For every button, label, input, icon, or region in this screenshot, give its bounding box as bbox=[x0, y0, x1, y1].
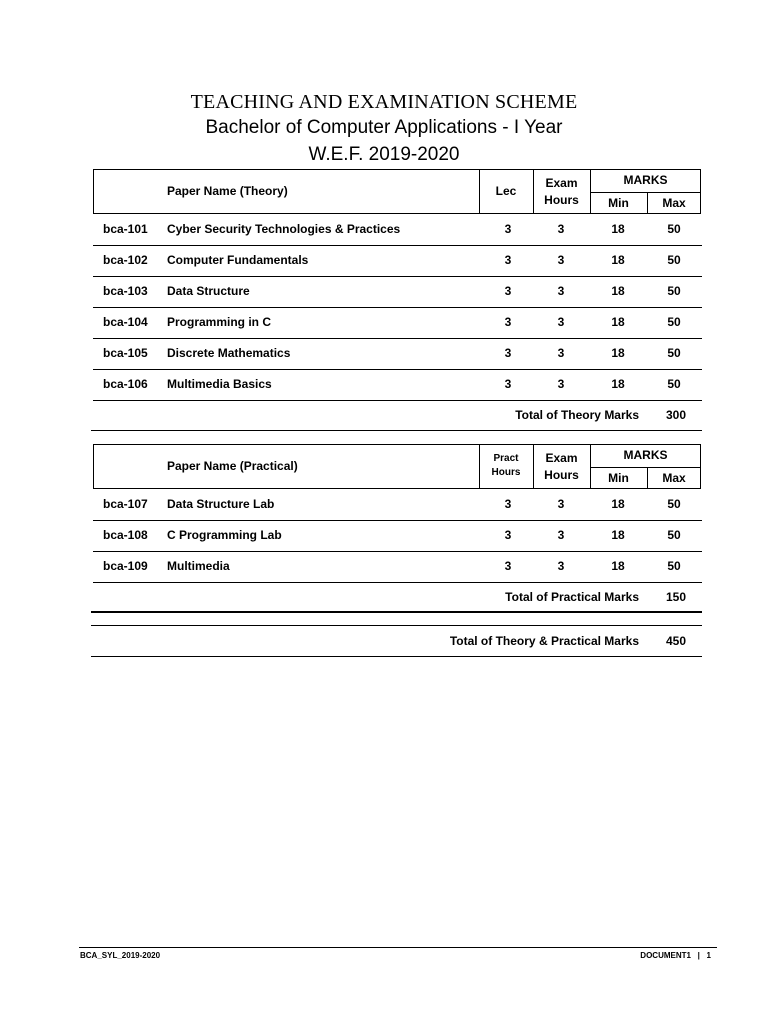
paper-code: bca-106 bbox=[103, 377, 148, 391]
header-pract-line1: Pract bbox=[493, 453, 519, 464]
table-row bbox=[93, 276, 702, 308]
exam-hours: 3 bbox=[557, 315, 565, 329]
table-row bbox=[93, 245, 702, 277]
document-title: TEACHING AND EXAMINATION SCHEME bbox=[190, 91, 578, 113]
lecture-count: 3 bbox=[504, 315, 512, 329]
theory-total-row bbox=[93, 400, 702, 430]
header-paper-name-practical: Paper Name (Practical) bbox=[167, 459, 298, 473]
exam-hours: 3 bbox=[557, 222, 565, 236]
header-max-practical: Max bbox=[662, 471, 686, 485]
header-exam-line2: Hours bbox=[544, 193, 579, 207]
table-row bbox=[93, 489, 702, 521]
exam-hours: 3 bbox=[557, 284, 565, 298]
table-row bbox=[93, 369, 702, 401]
practical-total-row bbox=[93, 582, 702, 612]
paper-name: Multimedia bbox=[167, 559, 230, 573]
exam-hours: 3 bbox=[557, 346, 565, 360]
practical-total-label: Total of Practical Marks bbox=[505, 590, 639, 604]
table-row bbox=[93, 214, 702, 246]
max-marks: 50 bbox=[667, 377, 681, 391]
exam-hours: 3 bbox=[557, 253, 565, 267]
lecture-count: 3 bbox=[504, 222, 512, 236]
lecture-count: 3 bbox=[504, 253, 512, 267]
grand-total-label: Total of Theory & Practical Marks bbox=[449, 634, 639, 648]
header-max: Max bbox=[662, 196, 686, 210]
table-row bbox=[93, 307, 702, 339]
table-row bbox=[93, 520, 702, 552]
header-pract-hours bbox=[479, 452, 533, 480]
paper-name: Data Structure bbox=[167, 284, 250, 298]
max-marks: 50 bbox=[667, 253, 681, 267]
header-exam-line1: Exam bbox=[545, 176, 578, 190]
grand-total-bottom-rule bbox=[91, 656, 702, 657]
header-pract-line2: Hours bbox=[491, 467, 521, 478]
max-marks: 50 bbox=[667, 222, 681, 236]
min-marks: 18 bbox=[611, 346, 625, 360]
paper-name: Data Structure Lab bbox=[167, 497, 275, 511]
table-row bbox=[93, 338, 702, 370]
lecture-count: 3 bbox=[504, 346, 512, 360]
practical-hours: 3 bbox=[504, 559, 512, 573]
header-min-practical: Min bbox=[608, 471, 629, 485]
paper-code: bca-102 bbox=[103, 253, 148, 267]
effective-year: W.E.F. 2019-2020 bbox=[308, 144, 460, 165]
header-exam-line1-practical: Exam bbox=[545, 451, 578, 465]
footer-doc-code: BCA_SYL_2019-2020 bbox=[80, 951, 161, 960]
paper-name: Multimedia Basics bbox=[167, 377, 272, 391]
header-paper-name-theory: Paper Name (Theory) bbox=[167, 184, 288, 198]
paper-code: bca-105 bbox=[103, 346, 148, 360]
paper-code: bca-108 bbox=[103, 528, 148, 542]
paper-name: Discrete Mathematics bbox=[167, 346, 291, 360]
table-row bbox=[93, 551, 702, 583]
max-marks: 50 bbox=[667, 497, 681, 511]
header-lec: Lec bbox=[495, 184, 517, 198]
header-min: Min bbox=[608, 196, 629, 210]
paper-name: Computer Fundamentals bbox=[167, 253, 309, 267]
lecture-count: 3 bbox=[504, 377, 512, 391]
paper-name: Cyber Security Technologies & Practices bbox=[167, 222, 401, 236]
max-marks: 50 bbox=[667, 346, 681, 360]
footer-divider bbox=[79, 947, 717, 948]
practical-total-value: 150 bbox=[665, 590, 686, 604]
paper-name: Programming in C bbox=[167, 315, 272, 329]
grand-total-row bbox=[93, 626, 702, 656]
paper-code: bca-107 bbox=[103, 497, 148, 511]
practical-hours: 3 bbox=[504, 528, 512, 542]
min-marks: 18 bbox=[611, 377, 625, 391]
exam-hours: 3 bbox=[557, 559, 565, 573]
paper-code: bca-104 bbox=[103, 315, 148, 329]
header-exam-line2-practical: Hours bbox=[544, 468, 579, 482]
practical-table-header bbox=[93, 444, 701, 489]
footer-page-info: DOCUMENT1 | 1 bbox=[640, 951, 711, 960]
header-exam-hours-practical bbox=[533, 450, 590, 483]
min-marks: 18 bbox=[611, 315, 625, 329]
paper-code: bca-109 bbox=[103, 559, 148, 573]
practical-total-rule bbox=[91, 611, 702, 613]
exam-hours: 3 bbox=[557, 497, 565, 511]
paper-code: bca-101 bbox=[103, 222, 148, 236]
min-marks: 18 bbox=[611, 528, 625, 542]
paper-name: C Programming Lab bbox=[167, 528, 282, 542]
min-marks: 18 bbox=[611, 253, 625, 267]
min-marks: 18 bbox=[611, 284, 625, 298]
theory-table-header bbox=[93, 169, 701, 214]
max-marks: 50 bbox=[667, 528, 681, 542]
max-marks: 50 bbox=[667, 284, 681, 298]
lecture-count: 3 bbox=[504, 284, 512, 298]
theory-total-value: 300 bbox=[665, 408, 686, 422]
header-marks-practical: MARKS bbox=[623, 448, 668, 462]
exam-hours: 3 bbox=[557, 377, 565, 391]
min-marks: 18 bbox=[611, 559, 625, 573]
header-exam-hours bbox=[533, 175, 590, 208]
document-subtitle: Bachelor of Computer Applications - I Year bbox=[205, 117, 563, 138]
min-marks: 18 bbox=[611, 497, 625, 511]
min-marks: 18 bbox=[611, 222, 625, 236]
theory-total-label: Total of Theory Marks bbox=[515, 408, 639, 422]
paper-code: bca-103 bbox=[103, 284, 148, 298]
header-marks: MARKS bbox=[623, 173, 668, 187]
practical-hours: 3 bbox=[504, 497, 512, 511]
grand-total-value: 450 bbox=[665, 634, 686, 648]
theory-total-rule bbox=[91, 430, 702, 431]
max-marks: 50 bbox=[667, 559, 681, 573]
max-marks: 50 bbox=[667, 315, 681, 329]
exam-hours: 3 bbox=[557, 528, 565, 542]
